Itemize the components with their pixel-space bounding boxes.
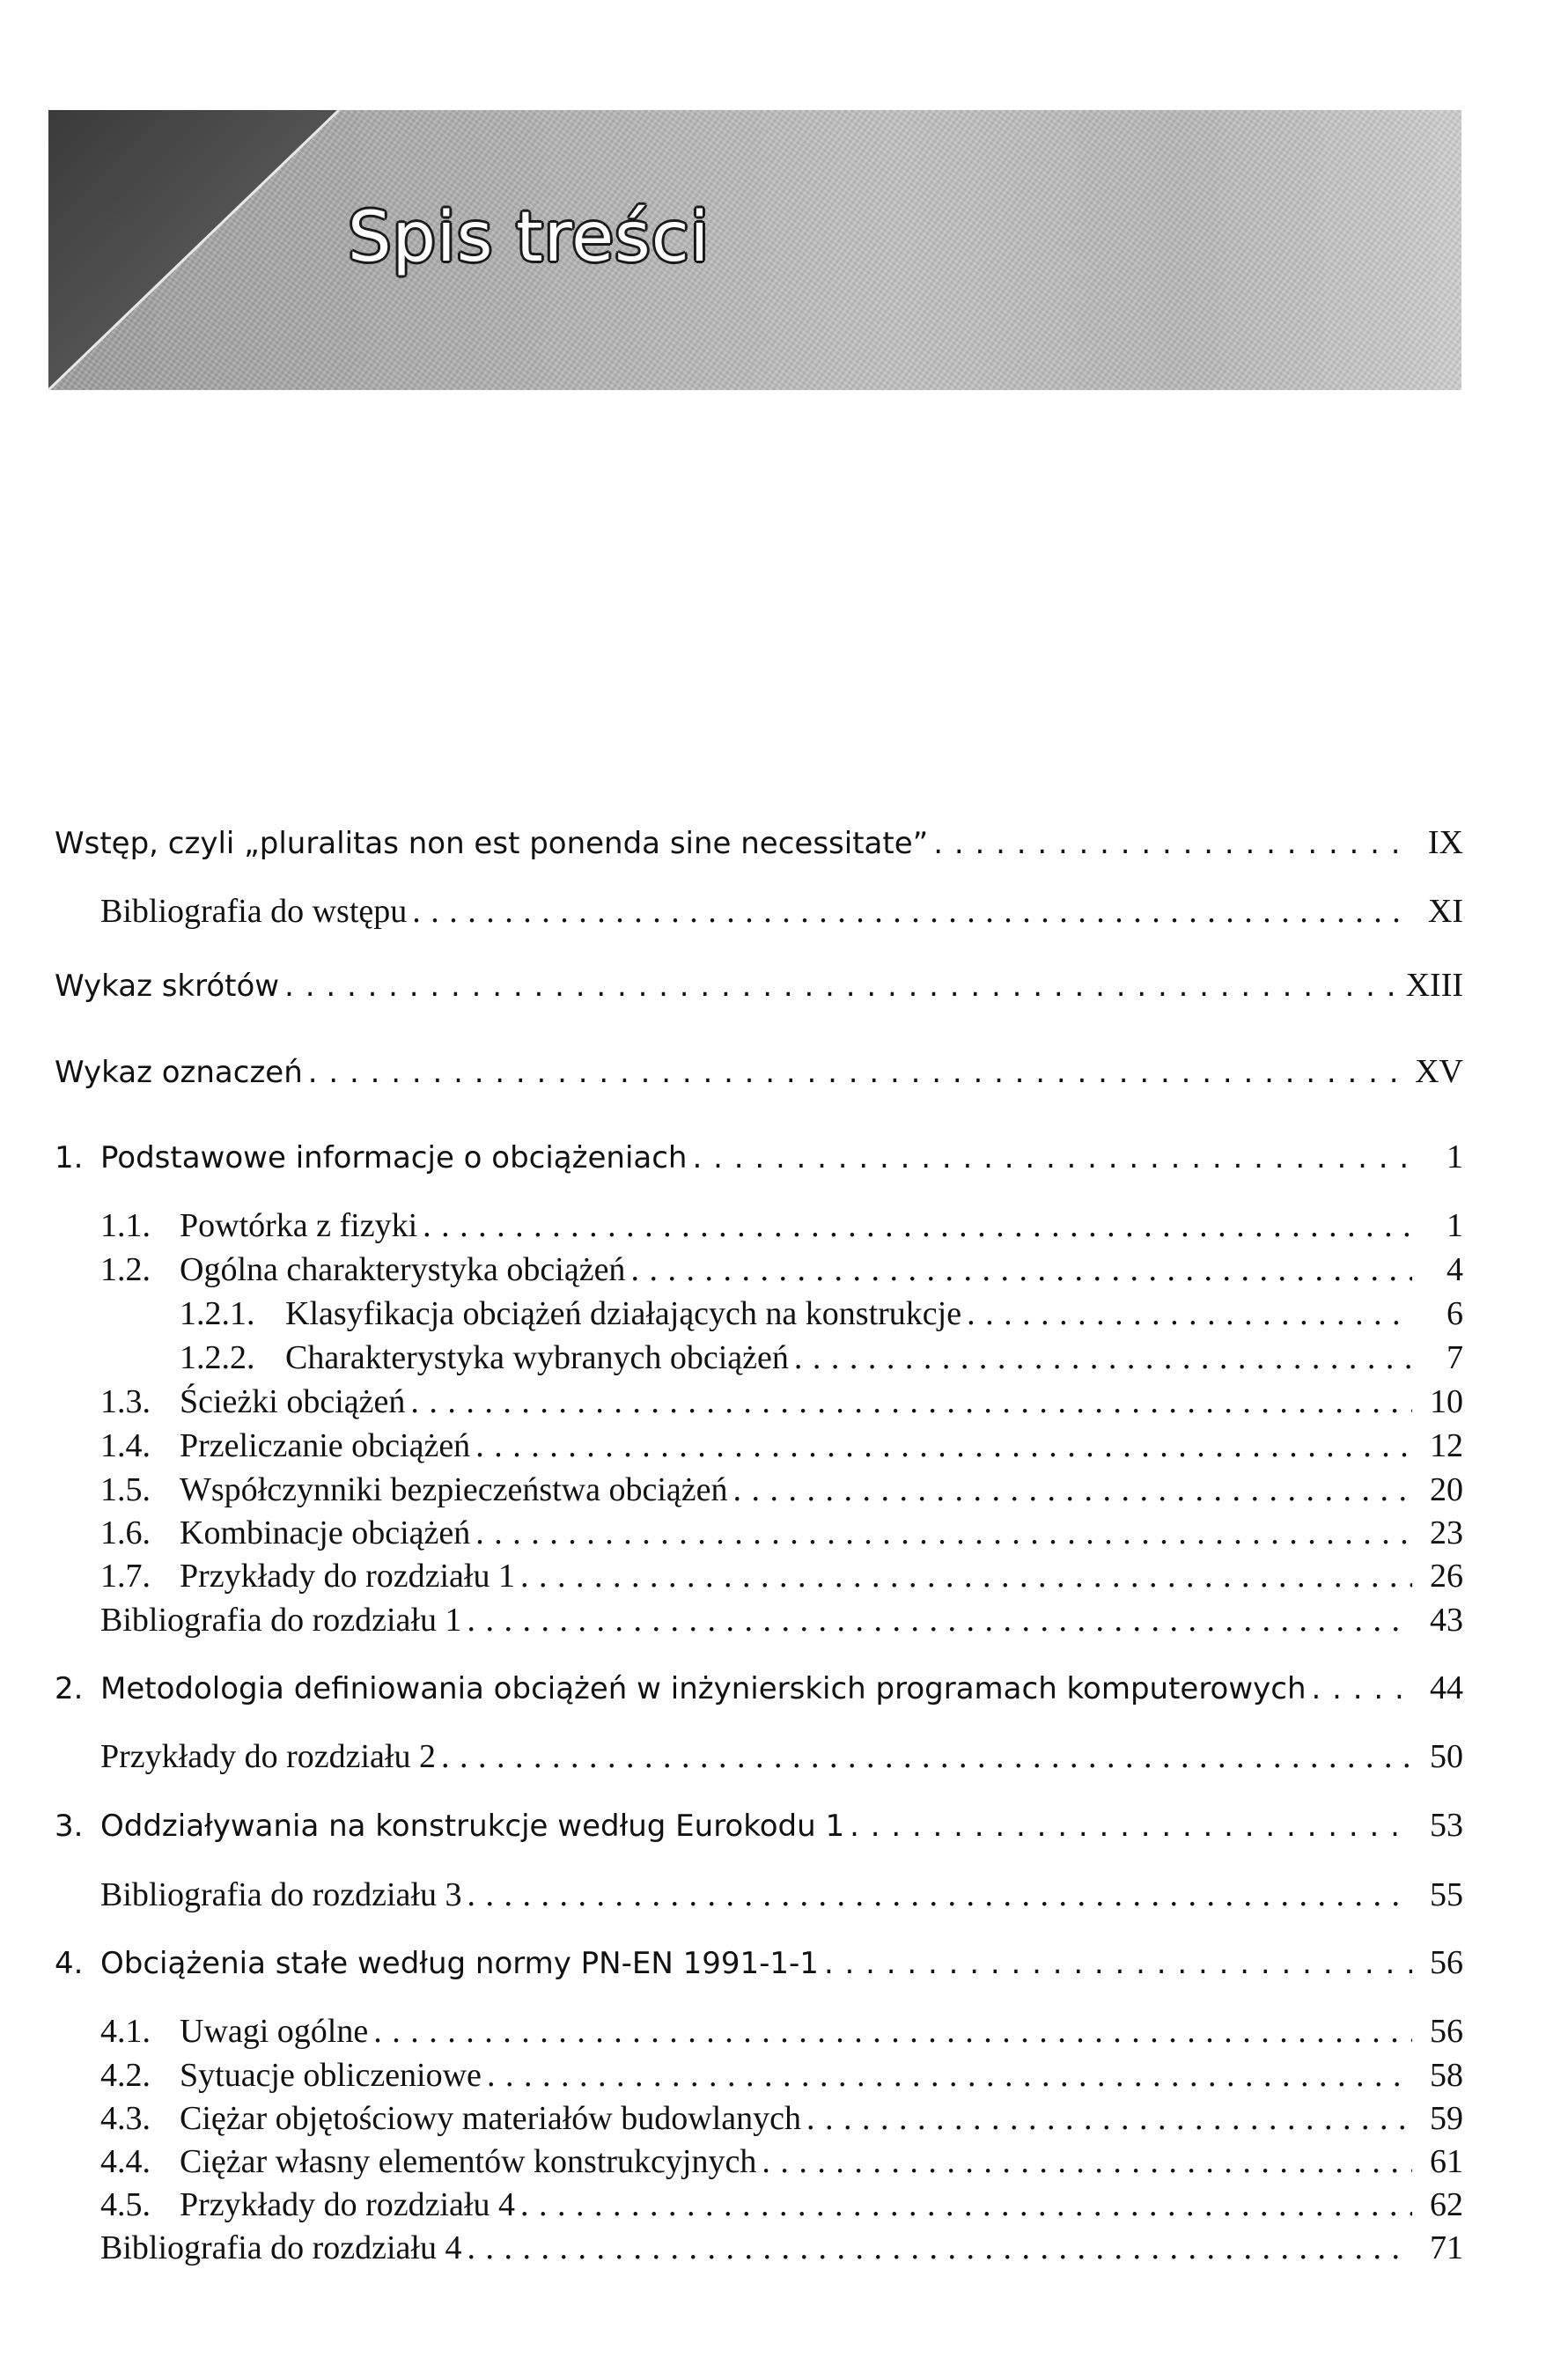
toc-page: XIII bbox=[1405, 967, 1463, 1004]
toc-title: Przykłady do rozdziału 4 bbox=[180, 2186, 515, 2223]
toc-entry-chapter-4[interactable] bbox=[55, 1943, 1463, 1984]
toc-title: Ogólna charakterystyka obciążeń bbox=[180, 1251, 626, 1288]
toc-number: 1.1. bbox=[100, 1207, 151, 1244]
toc-page: 12 bbox=[1430, 1427, 1463, 1464]
toc-number: 4.3. bbox=[100, 2100, 151, 2137]
toc-entry-4-3[interactable] bbox=[100, 2099, 1463, 2140]
leader-dots bbox=[692, 1140, 1412, 1175]
toc-entry-1-5[interactable] bbox=[100, 1470, 1463, 1511]
toc-entry-4-5[interactable] bbox=[100, 2185, 1463, 2226]
toc-page: 10 bbox=[1430, 1383, 1463, 1420]
toc-number: 1.3. bbox=[100, 1383, 151, 1420]
toc-page: 71 bbox=[1430, 2229, 1463, 2266]
toc-page: XV bbox=[1415, 1053, 1463, 1090]
toc-title: Obciążenia stałe według normy PN-EN 1991-1-1 bbox=[100, 1946, 819, 1981]
toc-entry-1-2[interactable] bbox=[100, 1250, 1463, 1291]
leader-dots bbox=[373, 2012, 1412, 2051]
toc-page: 1 bbox=[1447, 1138, 1463, 1175]
toc-page: 7 bbox=[1447, 1339, 1463, 1376]
toc-entry-chapter-1[interactable] bbox=[55, 1138, 1463, 1178]
page-title: Spis treści bbox=[348, 198, 710, 277]
toc-title: Kombinacje obciążeń bbox=[180, 1514, 471, 1551]
toc-page: 55 bbox=[1430, 1876, 1463, 1913]
toc-title: Bibliografia do rozdziału 4 bbox=[100, 2229, 462, 2266]
leader-dots bbox=[933, 826, 1412, 861]
leader-dots bbox=[1312, 1671, 1412, 1706]
toc-entry-1-7[interactable] bbox=[100, 1557, 1463, 1597]
leader-dots bbox=[467, 1875, 1413, 1914]
toc-entry-4-2[interactable] bbox=[100, 2056, 1463, 2096]
toc-page: 1 bbox=[1447, 1207, 1463, 1244]
toc-page: 59 bbox=[1430, 2100, 1463, 2137]
toc-entry-1-1[interactable] bbox=[100, 1206, 1463, 1247]
leader-dots bbox=[284, 969, 1398, 1004]
toc-entry-chapter-3-bibliography[interactable] bbox=[100, 1875, 1463, 1916]
leader-dots bbox=[467, 1601, 1413, 1639]
toc-title: Przykłady do rozdziału 2 bbox=[100, 1738, 436, 1775]
leader-dots bbox=[520, 1557, 1412, 1595]
toc-title: Klasyfikacja obciążeń działających na konstrukcje bbox=[285, 1295, 962, 1332]
toc-entry-chapter-2[interactable] bbox=[55, 1669, 1463, 1709]
toc-number: 1.2.1. bbox=[180, 1295, 255, 1332]
leader-dots bbox=[475, 1514, 1412, 1552]
toc-page: 56 bbox=[1430, 2013, 1463, 2050]
toc-page: 62 bbox=[1430, 2186, 1463, 2223]
leader-dots bbox=[412, 892, 1412, 931]
toc-number: 1.2.2. bbox=[180, 1339, 255, 1376]
toc-title: Charakterystyka wybranych obciążeń bbox=[285, 1339, 789, 1376]
toc-entry-symbols[interactable] bbox=[55, 1052, 1463, 1093]
toc-number: 1.7. bbox=[100, 1558, 151, 1595]
leader-dots bbox=[762, 2142, 1412, 2181]
leader-dots bbox=[850, 1809, 1412, 1844]
toc-page: IX bbox=[1427, 824, 1463, 861]
toc-title: Wykaz skrótów bbox=[55, 969, 280, 1004]
leader-dots bbox=[520, 2185, 1412, 2224]
toc-number: 4. bbox=[55, 1946, 84, 1981]
toc-entry-preface[interactable] bbox=[55, 823, 1463, 864]
toc-number: 2. bbox=[55, 1671, 84, 1706]
toc-page: 26 bbox=[1430, 1558, 1463, 1595]
toc-title: Sytuacje obliczeniowe bbox=[180, 2057, 482, 2094]
toc-page: 56 bbox=[1430, 1944, 1463, 1981]
leader-dots bbox=[410, 1382, 1412, 1421]
toc-title: Ciężar własny elementów konstrukcyjnych bbox=[180, 2143, 757, 2180]
toc-page: 58 bbox=[1430, 2057, 1463, 2094]
toc-page: 23 bbox=[1430, 1514, 1463, 1551]
toc-title: Bibliografia do rozdziału 3 bbox=[100, 1876, 462, 1913]
toc-title: Przeliczanie obciążeń bbox=[180, 1427, 471, 1464]
toc-entry-chapter-1-bibliography[interactable] bbox=[100, 1601, 1463, 1641]
leader-dots bbox=[794, 1338, 1412, 1377]
leader-dots bbox=[487, 2056, 1412, 2095]
toc-entry-1-2-2[interactable] bbox=[180, 1338, 1463, 1379]
toc-title: Wstęp, czyli „pluralitas non est ponenda sine necessitate” bbox=[55, 826, 929, 861]
toc-page: 6 bbox=[1447, 1295, 1463, 1332]
toc-title: Powtórka z fizyki bbox=[180, 1207, 418, 1244]
toc-entry-4-4[interactable] bbox=[100, 2142, 1463, 2183]
toc-entry-abbreviations[interactable] bbox=[55, 966, 1463, 1006]
toc-title: Przykłady do rozdziału 1 bbox=[180, 1558, 515, 1595]
toc-title: Podstawowe informacje o obciążeniach bbox=[100, 1140, 688, 1175]
toc-page: XI bbox=[1427, 893, 1463, 930]
toc-title: Metodologia definiowania obciążeń w inżynierskich programach komputerowych bbox=[100, 1671, 1307, 1706]
toc-title: Współczynniki bezpieczeństwa obciążeń bbox=[180, 1471, 728, 1508]
toc-page: 4 bbox=[1447, 1251, 1463, 1288]
toc-title: Oddziaływania na konstrukcje według Eurokodu 1 bbox=[100, 1809, 845, 1844]
toc-title: Uwagi ogólne bbox=[180, 2013, 369, 2050]
leader-dots bbox=[308, 1055, 1408, 1090]
toc-entry-4-1[interactable] bbox=[100, 2012, 1463, 2052]
toc-title: Wykaz oznaczeń bbox=[55, 1055, 303, 1090]
toc-number: 4.5. bbox=[100, 2186, 151, 2223]
toc-number: 1.4. bbox=[100, 1427, 151, 1464]
toc-page: 61 bbox=[1430, 2143, 1463, 2180]
toc-number: 1. bbox=[55, 1140, 84, 1175]
leader-dots bbox=[630, 1250, 1412, 1289]
toc-entry-1-3[interactable] bbox=[100, 1382, 1463, 1423]
leader-dots bbox=[467, 2229, 1413, 2267]
toc-number: 1.2. bbox=[100, 1251, 151, 1288]
toc-title: Bibliografia do rozdziału 1 bbox=[100, 1602, 462, 1639]
leader-dots bbox=[967, 1294, 1412, 1333]
toc-entry-1-6[interactable] bbox=[100, 1514, 1463, 1554]
leader-dots bbox=[475, 1426, 1412, 1465]
toc-page: 43 bbox=[1430, 1602, 1463, 1639]
toc-entry-chapter-3[interactable] bbox=[55, 1806, 1463, 1846]
leader-dots bbox=[824, 1946, 1412, 1981]
leader-dots bbox=[423, 1206, 1412, 1245]
toc-number: 4.1. bbox=[100, 2013, 151, 2050]
toc-entry-1-4[interactable] bbox=[100, 1426, 1463, 1467]
toc-title: Ciężar objętościowy materiałów budowlanych bbox=[180, 2100, 801, 2137]
toc-entry-preface-bibliography[interactable] bbox=[100, 892, 1463, 932]
leader-dots bbox=[806, 2099, 1412, 2138]
toc-entry-1-2-1[interactable] bbox=[180, 1294, 1463, 1335]
toc-number: 1.5. bbox=[100, 1471, 151, 1508]
toc-page: 44 bbox=[1430, 1669, 1463, 1706]
toc-entry-chapter-4-bibliography[interactable] bbox=[100, 2229, 1463, 2269]
toc-number: 4.4. bbox=[100, 2143, 151, 2180]
toc-number: 4.2. bbox=[100, 2057, 151, 2094]
toc-title: Bibliografia do wstępu bbox=[100, 893, 408, 930]
toc-page: 53 bbox=[1430, 1807, 1463, 1844]
toc-number: 1.6. bbox=[100, 1514, 151, 1551]
toc-entry-chapter-2-examples[interactable] bbox=[100, 1737, 1463, 1778]
leader-dots bbox=[733, 1470, 1413, 1509]
toc-number: 3. bbox=[55, 1809, 84, 1844]
leader-dots bbox=[441, 1737, 1412, 1776]
toc-page: 20 bbox=[1430, 1471, 1463, 1508]
toc-title: Ścieżki obciążeń bbox=[180, 1383, 406, 1420]
toc-page: 50 bbox=[1430, 1738, 1463, 1775]
